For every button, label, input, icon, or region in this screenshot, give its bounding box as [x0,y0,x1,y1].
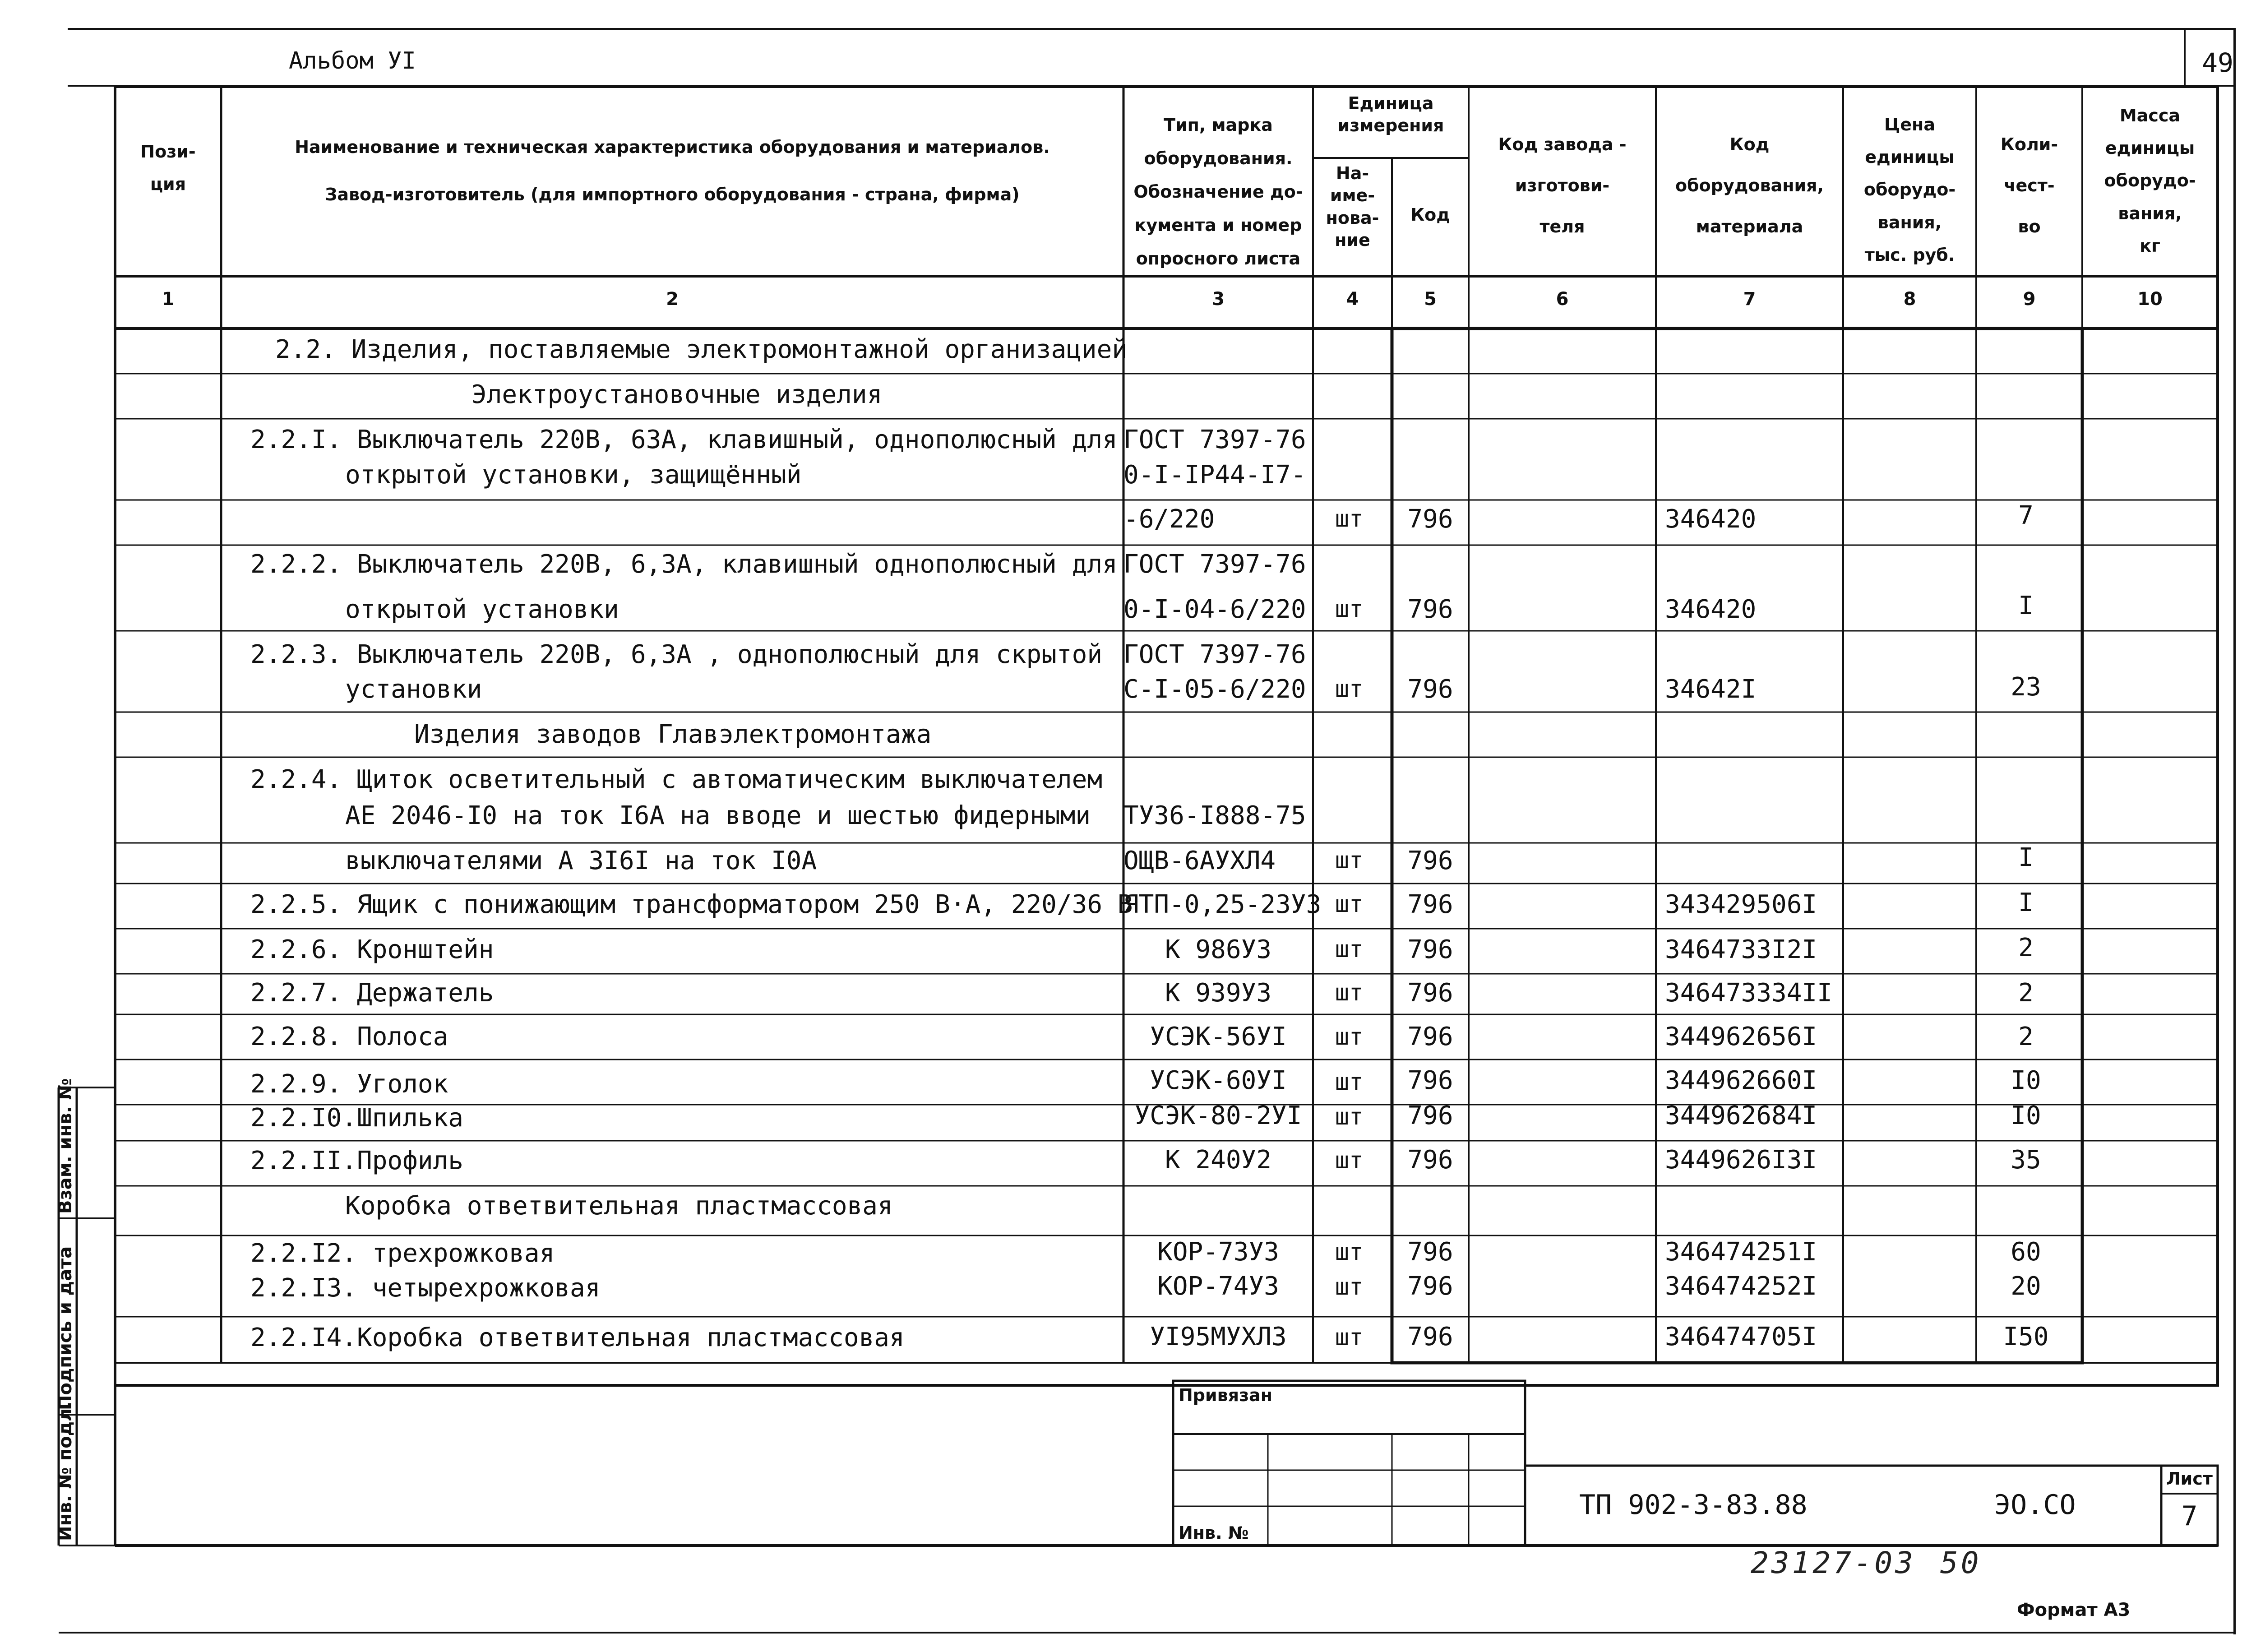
row-material-code: 34642I [1665,675,1757,704]
row-unit: шт [1335,676,1364,703]
header-price: Цена единицы оборудо- вания, тыс. руб. [1863,115,1956,265]
row-type: С-I-05-6/220 [1123,675,1306,704]
row-unit: шт [1335,596,1364,623]
page-number: 49 [2202,47,2233,78]
side-label-signature-date: Подпись и дата [55,1246,76,1410]
header-quantity: Коли- чест- во [2000,134,2058,237]
row-unit: шт [1335,1103,1364,1130]
row-unit-code: 796 [1407,935,1453,964]
sheet-label: Лист [2166,1469,2213,1489]
row-type: 0-I-04-6/220 [1123,595,1306,624]
row-type: ГОСТ 7397-76 [1123,425,1306,454]
row-type: ОЩВ-6АУХЛ4 [1123,846,1276,875]
row-unit-code: 796 [1407,1022,1453,1051]
row-quantity: I50 [2003,1322,2049,1351]
header-plant-code: Код завода - изготови- теля [1498,134,1627,237]
row-name: АЕ 2046-I0 на ток I6А на вводе и шестью фидерными [345,801,1091,830]
row-unit: шт [1335,1324,1364,1351]
row-name: Электроустановочные изделия [472,380,883,409]
row-type: К 986У3 [1165,935,1271,964]
header-mass: Масса единицы оборудо- вания, кг [2104,106,2196,256]
row-type: УI95МУХЛ3 [1150,1322,1287,1351]
row-name: 2.2.I0.Шпилька [250,1103,464,1133]
section-code: ЭО.СО [1994,1489,2076,1521]
row-material-code: 344962656I [1665,1022,1817,1051]
row-name: 2.2.4. Щиток осветительный с автоматическим выключателем [250,765,1103,794]
row-name: 2.2.I. Выключатель 220В, 63А, клавишный, однополюсный для [250,425,1118,454]
row-quantity: I0 [2011,1066,2041,1095]
row-material-code: 343429506I [1665,890,1817,919]
row-name: 2.2.8. Полоса [250,1022,448,1051]
row-quantity: 60 [2011,1237,2041,1267]
row-material-code: 346420 [1665,504,1757,534]
row-unit: шт [1335,1147,1364,1174]
row-name: 2.2.2. Выключатель 220В, 6,3А, клавишный однополюсный для [250,550,1118,579]
row-quantity: 2 [2018,933,2034,963]
row-name: 2.2.I2. трехрожковая [250,1239,555,1268]
row-unit-code: 796 [1407,1322,1453,1351]
row-unit: шт [1335,1239,1364,1266]
row-unit: шт [1335,847,1364,874]
row-type: К 939У3 [1165,978,1271,1008]
colnum-10: 10 [2137,289,2163,310]
row-type: ГОСТ 7397-76 [1123,550,1306,579]
row-type: ТУ36-I888-75 [1123,801,1306,830]
row-quantity: 2 [2018,978,2034,1008]
row-name: 2.2.3. Выключатель 220В, 6,3А , однополюсный для скрытой [250,640,1103,669]
row-unit: шт [1335,1069,1364,1096]
row-unit-code: 796 [1407,504,1453,534]
colnum-8: 8 [1903,289,1916,310]
row-unit: шт [1335,1273,1364,1300]
side-label-original-inv: Инв. № подл. [55,1401,76,1541]
header-unit-group: Единица измерения [1337,93,1444,136]
row-unit-code: 796 [1407,675,1453,704]
row-unit-code: 796 [1407,1272,1453,1301]
row-quantity: 35 [2011,1145,2041,1175]
colnum-4: 4 [1346,289,1359,310]
row-type: УСЭК-60УI [1150,1066,1287,1095]
row-name: 2.2.I3. четырехрожковая [250,1273,601,1303]
doc-code: ТП 902-3-83.88 [1579,1489,1808,1521]
row-unit: шт [1335,1023,1364,1050]
colnum-7: 7 [1743,289,1756,310]
header-unit-code: Код [1410,205,1450,225]
header-equipment-code: Код оборудования, материала [1675,134,1824,237]
row-name: выключателями А 3I6I на ток I0А [345,846,817,875]
row-quantity: 23 [2011,672,2041,702]
row-material-code: 3464733I2I [1665,935,1817,964]
row-quantity: I0 [2011,1101,2041,1130]
row-type: 0-I-IP44-I7- [1123,460,1306,490]
row-type: -6/220 [1123,504,1215,534]
row-type: УСЭК-80-2УI [1134,1101,1302,1130]
colnum-6: 6 [1556,289,1569,310]
row-quantity: 20 [2011,1272,2041,1301]
row-name: 2.2.6. Кронштейн [250,935,494,964]
colnum-9: 9 [2023,289,2036,310]
row-name: открытой установки, защищённый [345,460,802,490]
colnum-1: 1 [162,289,175,310]
row-type: К 240У2 [1165,1145,1271,1175]
row-name: установки [345,675,482,704]
handwritten-page: 50 [1940,1546,1982,1580]
row-type: КОР-73У3 [1157,1237,1279,1267]
row-material-code: 346474705I [1665,1322,1817,1351]
row-material-code: 346474251I [1665,1237,1817,1267]
header-name-line1: Наименование и техническая характеристика оборудования и материалов. [295,137,1050,157]
row-unit: шт [1335,505,1364,532]
row-material-code: 346473334II [1665,978,1832,1008]
row-unit-code: 796 [1407,1101,1453,1130]
row-name: открытой установки [345,595,619,624]
row-quantity: 7 [2018,501,2034,530]
row-unit-code: 796 [1407,1145,1453,1175]
row-unit-code: 796 [1407,1237,1453,1267]
row-name: 2.2.9. Уголок [250,1069,448,1099]
sheet-number: 7 [2181,1500,2198,1532]
header-name-line2: Завод-изготовитель (для импортного оборудования - страна, фирма) [325,185,1020,204]
row-quantity: 2 [2018,1022,2034,1051]
row-name: 2.2.7. Держатель [250,978,494,1008]
row-material-code: 344962684I [1665,1101,1817,1130]
side-label-replaced-inv: Взам. инв. № [55,1078,76,1214]
row-unit-code: 796 [1407,595,1453,624]
stamp-privyazan: Привязан [1179,1385,1273,1405]
row-type: КОР-74У3 [1157,1272,1279,1301]
row-unit: шт [1335,936,1364,963]
row-material-code: 344962660I [1665,1066,1817,1095]
row-type: УСЭК-56УI [1150,1022,1287,1051]
row-type: ГОСТ 7397-76 [1123,640,1306,669]
row-name: 2.2.5. Ящик с понижающим трансформатором 250 В·А, 220/36 В [250,890,1133,919]
colnum-3: 3 [1212,289,1225,310]
row-name: 2.2.II.Профиль [250,1146,464,1175]
row-name: 2.2. Изделия, поставляемые электромонтажной организацией [275,335,1128,364]
colnum-5: 5 [1424,289,1437,310]
row-unit-code: 796 [1407,890,1453,919]
row-name: 2.2.I4.Коробка ответвительная пластмассовая [250,1323,905,1352]
row-type: ЯТП-0,25-23У3 [1123,890,1322,919]
header-type: Тип, марка оборудования. Обозначение до- кумента и номер опросного листа [1133,115,1303,269]
row-quantity: I [2018,843,2034,872]
row-material-code: 346420 [1665,595,1757,624]
row-quantity: I [2018,591,2034,620]
header-unit-name: На- име- нова- ние [1326,163,1379,250]
colnum-2: 2 [666,289,679,310]
row-unit: шт [1335,979,1364,1006]
row-name: Изделия заводов Главэлектромонтажа [414,720,932,749]
row-unit: шт [1335,891,1364,918]
row-material-code: 3449626I3I [1665,1145,1817,1175]
handwritten-archive-number: 23127-03 [1751,1546,1916,1580]
row-material-code: 346474252I [1665,1272,1817,1301]
row-name: Коробка ответвительная пластмассовая [345,1191,893,1221]
row-quantity: I [2018,888,2034,917]
stamp-inv-no: Инв. № [1179,1523,1249,1543]
row-unit-code: 796 [1407,846,1453,875]
row-unit-code: 796 [1407,1066,1453,1095]
album-title: Альбом УI [289,47,416,74]
paper-format: Формат А3 [2017,1600,2131,1620]
header-position: Пози- ция [140,142,196,194]
row-unit-code: 796 [1407,978,1453,1008]
